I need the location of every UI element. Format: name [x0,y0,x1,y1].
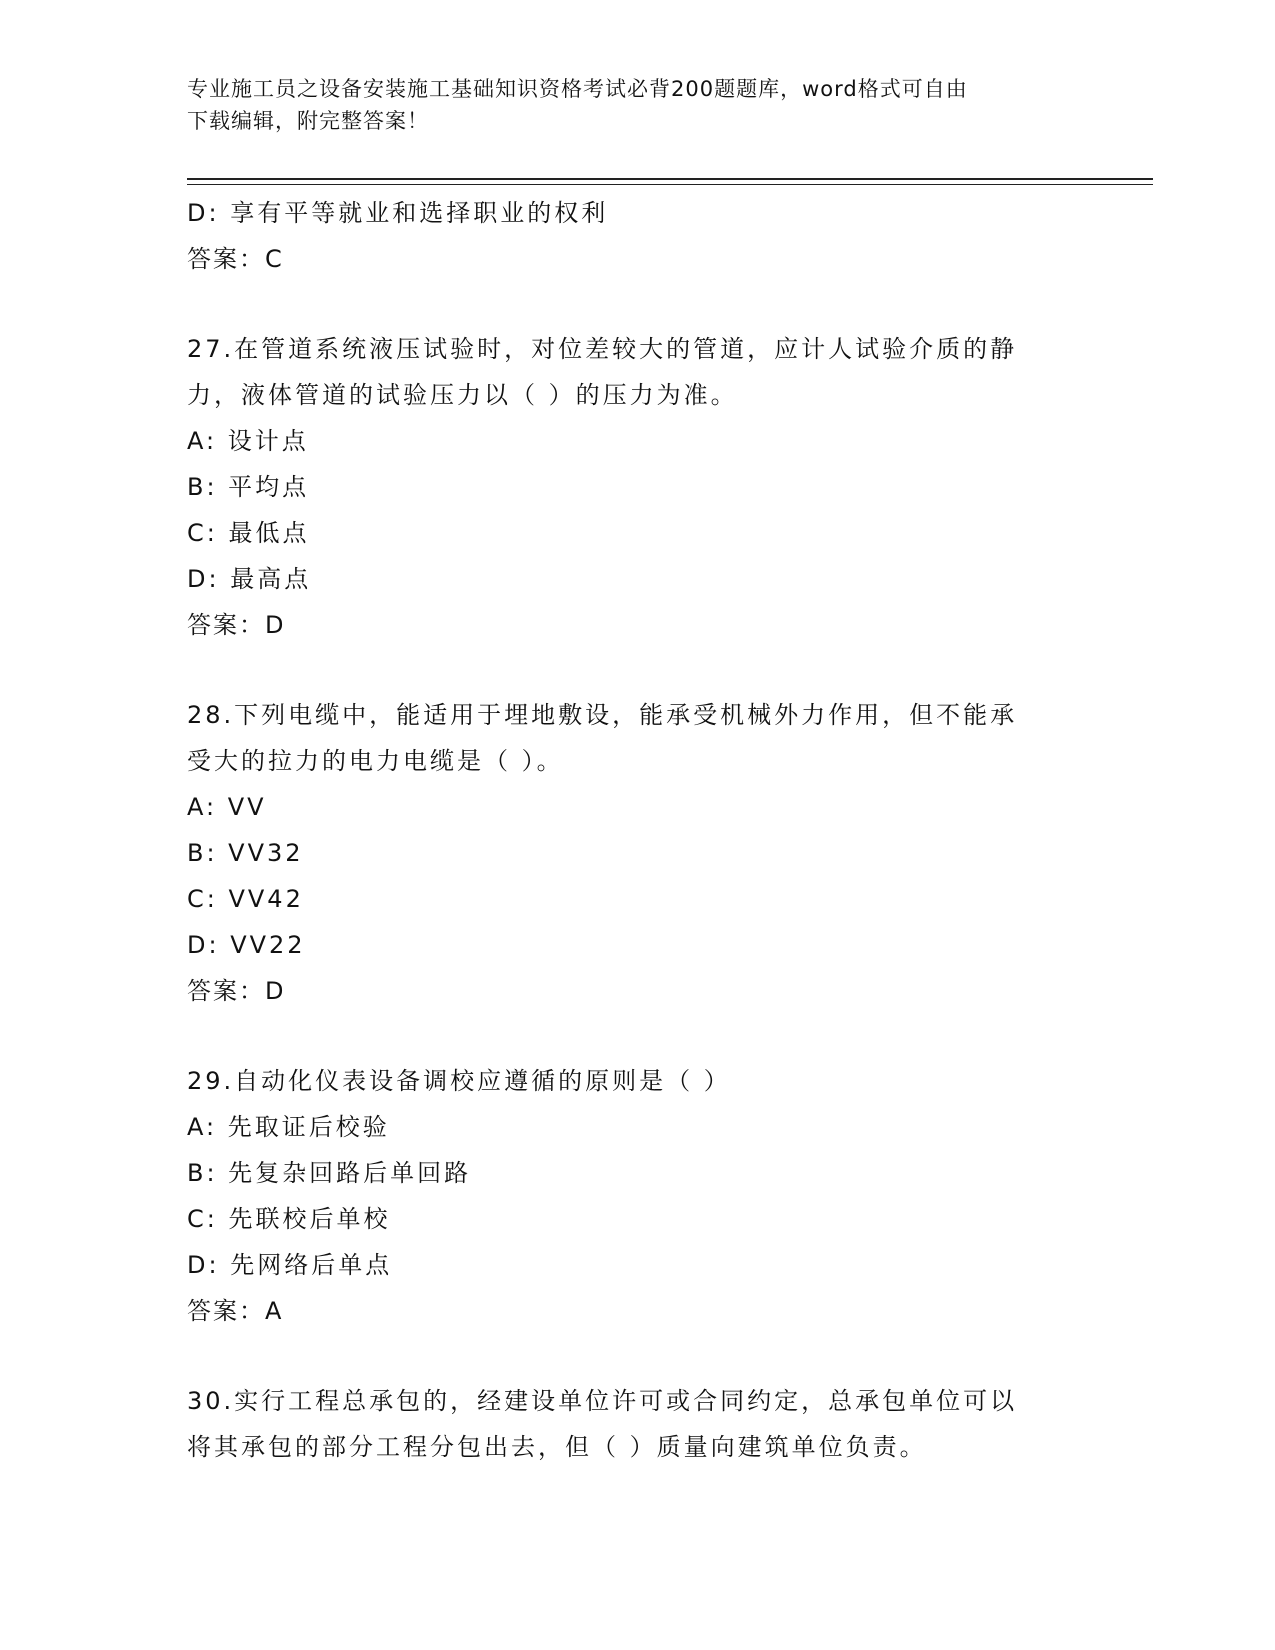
answer-label: 答案：D [187,977,286,1005]
option-d: D: VV22 [187,931,306,959]
question-text: 27.在管道系统液压试验时，对位差较大的管道，应计人试验介质的静 [187,335,1018,363]
question-26-tail [187,190,1087,282]
question-text: 将其承包的部分工程分包出去，但（ ）质量向建筑单位负责。 [187,1433,927,1461]
header-divider-thin [187,184,1153,185]
question-27 [187,326,1087,648]
question-text: 28.下列电缆中，能适用于埋地敷设，能承受机械外力作用，但不能承 [187,701,1018,729]
question-28 [187,692,1087,1014]
option-d: D: 先网络后单点 [187,1251,393,1279]
option-a: A: 先取证后校验 [187,1113,390,1141]
question-30 [187,1378,1087,1470]
option-d: D: 最高点 [187,565,312,593]
option-d: D: 享有平等就业和选择职业的权利 [187,199,609,227]
answer-label: 答案：D [187,611,286,639]
question-text: 力，液体管道的试验压力以（ ）的压力为准。 [187,381,738,409]
question-text: 30.实行工程总承包的，经建设单位许可或合同约定，总承包单位可以 [187,1387,1018,1415]
option-c: C: 最低点 [187,519,310,547]
option-b: B: 先复杂回路后单回路 [187,1159,472,1187]
answer-label: 答案：C [187,245,284,273]
option-b: B: 平均点 [187,473,310,501]
header-line-1: 专业施工员之设备安装施工基础知识资格考试必背200题题库，word格式可自由 [187,77,968,101]
option-c: C: 先联校后单校 [187,1205,391,1233]
question-text: 受大的拉力的电力电缆是（ ）。 [187,747,564,775]
question-list [187,190,1087,1470]
option-b: B: VV32 [187,839,304,867]
question-29 [187,1058,1087,1334]
question-text: 29.自动化仪表设备调校应遵循的原则是（ ） [187,1067,731,1095]
option-a: A: 设计点 [187,427,309,455]
option-c: C: VV42 [187,885,304,913]
header-divider-thick [187,178,1153,180]
option-a: A: VV [187,793,267,821]
header-line-2: 下载编辑，附完整答案！ [187,109,429,133]
document-header [187,73,1087,137]
answer-label: 答案：A [187,1297,284,1325]
